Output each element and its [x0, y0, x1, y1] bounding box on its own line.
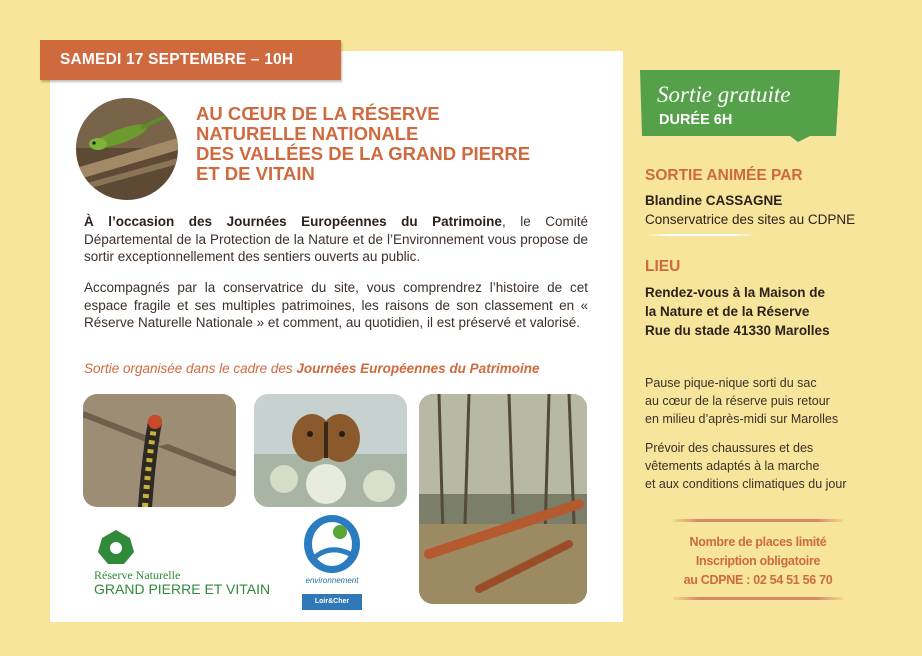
booking-bottom-rule [673, 597, 843, 600]
place-line: la Nature et de la Réserve [645, 304, 810, 319]
duration-label: DURÉE 6H [659, 112, 733, 128]
cdpne-logo [300, 514, 364, 612]
booking-line: au CDPNE : 02 54 51 56 70 [683, 573, 833, 587]
description-paragraph: Accompagnés par la conservatrice du site, vous comprendrez l’histoire de cet espace fragile et ses multiples patrimoines, les raisons de son classement en « Réserve Naturelle Nationale » et comment, au quotidien, il est préservé et valorisé. [84, 280, 588, 330]
gear-line: et aux conditions climatiques du jour [645, 477, 847, 491]
gear-line: Prévoir des chaussures et des [645, 441, 814, 455]
free-outing-title: Sortie gratuite [657, 82, 791, 107]
leader-role: Conservatrice des sites au CDPNE [645, 212, 856, 227]
reserve-logo [94, 528, 271, 598]
gear-line: vêtements adaptés à la marche [645, 459, 820, 473]
leader-info [645, 191, 855, 229]
date-banner: SAMEDI 17 SEPTEMBRE – 10H [40, 40, 341, 80]
gear-info [645, 439, 847, 493]
title-line: DES VALLÉES DE LA GRAND PIERRE [196, 143, 531, 164]
event-title [196, 104, 596, 184]
picnic-line: Pause pique-nique sorti du sac [645, 376, 817, 390]
picnic-line: en milieu d’après-midi sur Marolles [645, 412, 839, 426]
title-line: ET DE VITAIN [196, 163, 315, 184]
booking-info [672, 533, 844, 590]
cdpne-box: Loir&Cher [302, 594, 362, 610]
butterfly-photo [254, 394, 407, 507]
intro-paragraph [84, 213, 588, 266]
title-line: NATURELLE NATIONALE [196, 123, 419, 144]
picnic-line: au cœur de la réserve puis retour [645, 394, 830, 408]
note-text: Sortie organisée dans le cadre des [84, 361, 297, 376]
intro-bold: À l’occasion des Journées Européennes du Patrimoine [84, 214, 502, 229]
forest-photo [419, 394, 587, 604]
title-line: AU CŒUR DE LA RÉSERVE [196, 103, 440, 124]
leader-heading: SORTIE ANIMÉE PAR [645, 167, 803, 184]
lizard-photo [76, 98, 178, 200]
cdpne-word: environnement [305, 576, 359, 585]
context-note [84, 361, 539, 376]
booking-line: Nombre de places limité [689, 535, 827, 549]
intro-text: , le Comité Départemental de la Protection de la Nature et de l’Environnement vous propose de sortir exceptionnellement des sentiers ouverts au public. [84, 214, 588, 264]
place-heading: LIEU [645, 258, 681, 275]
leader-name: Blandine CASSAGNE [645, 193, 783, 208]
place-line: Rue du stade 41330 Marolles [645, 323, 830, 338]
booking-line: Inscription obligatoire [695, 554, 821, 568]
booking-top-rule [673, 519, 843, 522]
reserve-emblem-icon [96, 528, 136, 568]
note-bold: Journées Européennes du Patrimoine [296, 361, 540, 376]
separator [648, 234, 754, 236]
reserve-logo-line1: Réserve Naturelle [94, 568, 181, 582]
picnic-info [645, 374, 838, 428]
place-info [645, 283, 830, 340]
place-line: Rendez-vous à la Maison de [645, 285, 826, 300]
cdpne-emblem-icon [300, 514, 364, 574]
reserve-logo-line2: GRAND PIERRE ET VITAIN [94, 581, 271, 597]
caterpillar-photo [83, 394, 236, 507]
